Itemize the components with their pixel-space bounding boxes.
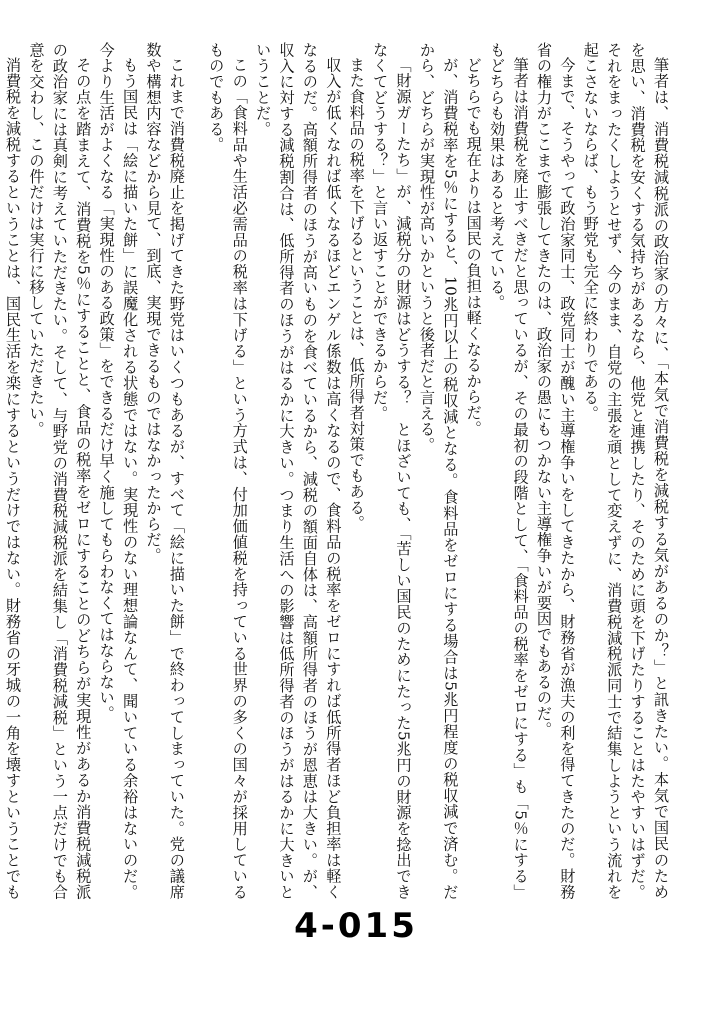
paragraph: 消費税を減税するということは、国民生活を楽にするというだけではない。財務省の牙城の一角を壊すということでも bbox=[4, 57, 23, 900]
paragraph: 収入が低くなれば低くなるほどエンゲル係数は高くなるので、食料品の税率をゼロにすれば低所得者ほど負担率は軽くなるのだ。高額所得者のほうが高いものを食べているから、減税の額面自体は、高額所得者のほうが恩恵は大きい。が、収入に対する減税割合は、低所得者のほうがはるかに大きい。つまり生活への影響は低所得者のほうがはるかに大きいということだ。 bbox=[254, 42, 343, 900]
page-number: 4-015 bbox=[294, 906, 418, 946]
paragraph: もう国民は「絵に描いた餅」に誤魔化される状態ではない。実現性のない理想論なんて、聞いている余裕はないのだ。今より生活がよくなる「実現性のある政策」をできるだけ早く施してもらわなくてはならない。 bbox=[97, 42, 140, 900]
paragraph: その点を踏まえて、消費税を5％にすることと、食品の税率をゼロにすることのどちらが実現性があるか消費税減税派の政治家には真剣に考えていただきたい。そして、与野党の消費税減税派を結集し「消費税減税」という一点だけでも合意を交わし、この件だけは実行に移していただきたい。 bbox=[27, 42, 93, 900]
paragraph: これまで消費税廃止を掲げてきた野党はいくつもあるが、すべて「絵に描いた餅」で終わってしまっていた。党の議席数や構想内容などから見て、到底、実現できるものではなかったからだ。 bbox=[144, 42, 186, 900]
paragraph: 今まで、そうやって政治家同士、政党同士が醜い主導権争いをしてきたから、財務省が漁夫の利を得てきたのだ。財務省の権力がここまで膨張してきたのは、政治家の愚にもつかない主導権争いが要因でもあるのだ。 bbox=[534, 42, 577, 900]
paragraph: 「財源ガーたち」が、減税分の財源はどうする？ とほざいても、「苦しい国民のためにたった5兆円の財源を捻出できなくてどうする？」と言い返すことができるからだ。 bbox=[371, 42, 413, 900]
paragraph: が、消費税率を5％にすると、10兆円以上の税収減となる。食料品をゼロにする場合は5兆円程度の税収減で済む。だから、どちらが実現性が高いかというと後者だと言える。 bbox=[417, 42, 460, 900]
paragraph: 筆者は、消費税減税派の政治家の方々に、「本気で消費税を減税する気があるのか？」と訊きたい。本気で国民のためを思い、消費税を安くする気持ちがあるなら、他党と連携したり、そのために頭を下げたりすることはたやすいはずだ。それをまったくしようとせず、今のまま、自党の主張を頑として変えずに、消費税減税派同士で結集しようという流れを起こさないならば、もう野党も完全に終わりである。 bbox=[581, 42, 670, 900]
paragraph: どちらでも現在よりは国民の負担は軽くなるからだ。 bbox=[464, 57, 483, 437]
paragraph: この「食料品や生活必需品の税率は下げる」という方式は、付加価値税を持っている世界の多くの国々が採用しているものでもある。 bbox=[207, 42, 249, 900]
vertical-text-body bbox=[4, 42, 672, 900]
paragraph: 筆者は消費税を廃止すべきだと思っているが、その最初の段階として、「食料品の税率をゼロにする」も「5％にする」もどちらも効果はあると考えている。 bbox=[488, 42, 530, 900]
paragraph: また食料品の税率を下げるということは、低所得者対策でもある。 bbox=[347, 57, 366, 532]
